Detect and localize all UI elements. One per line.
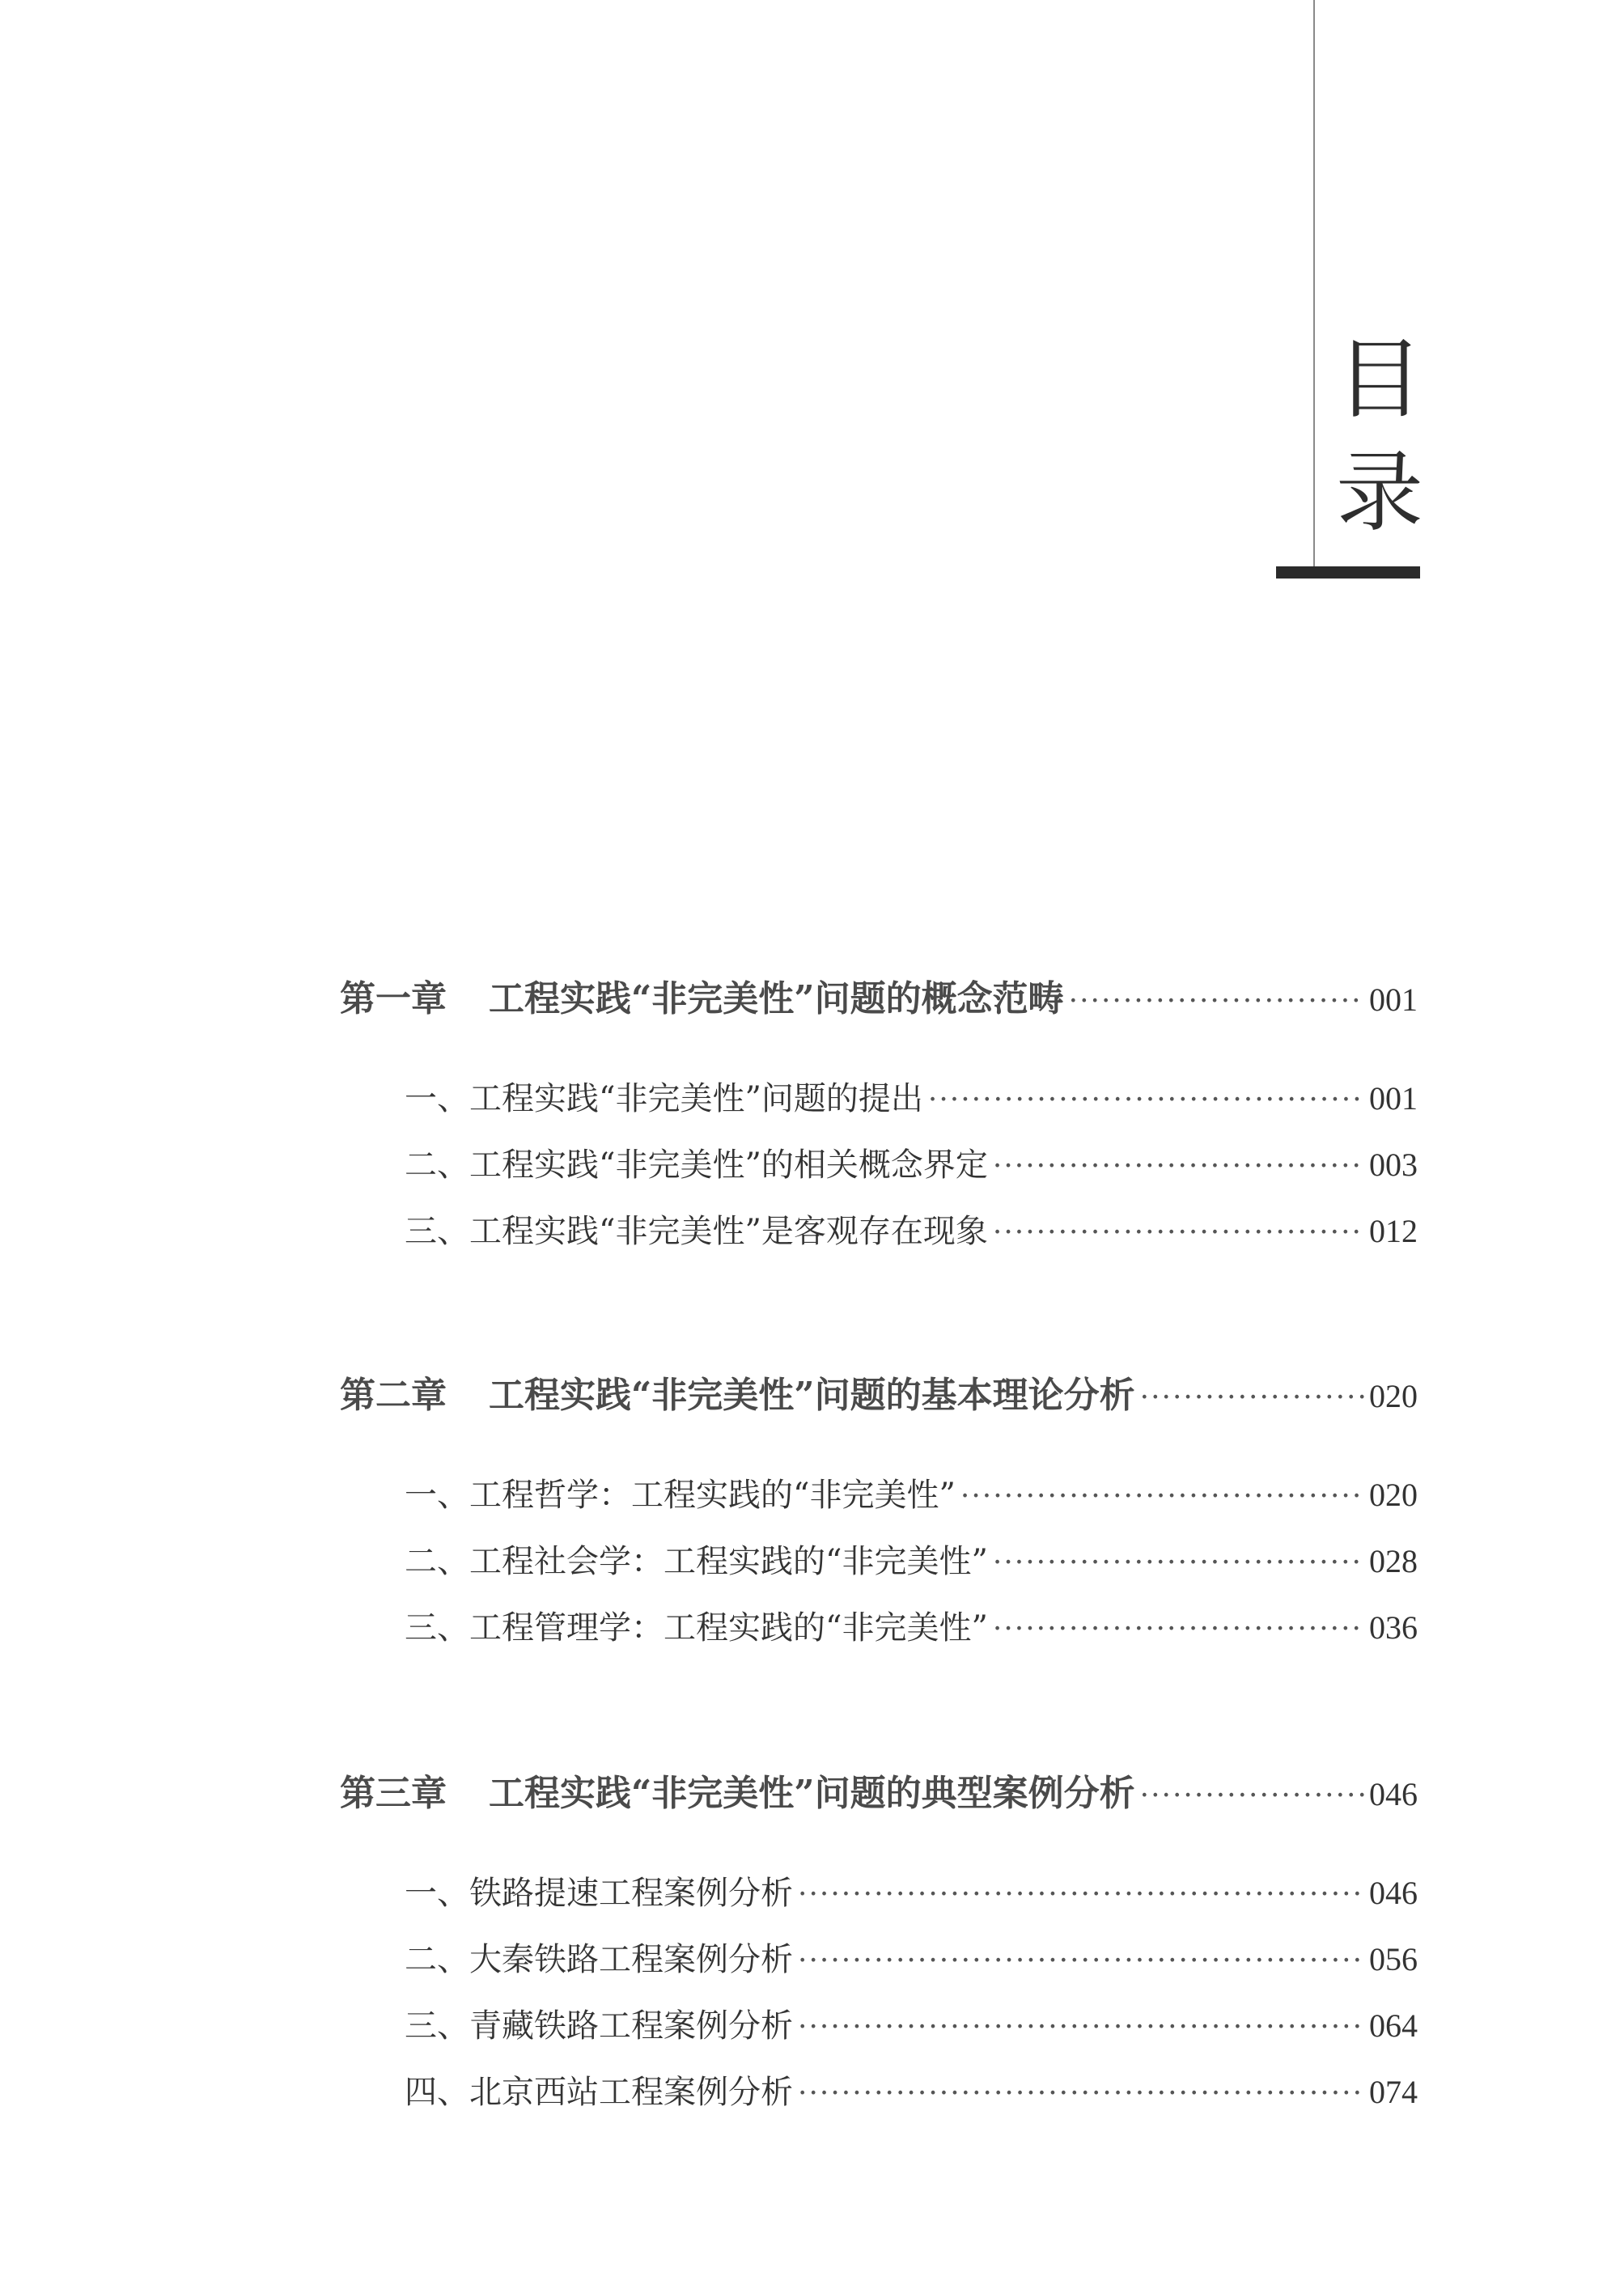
dot-leader xyxy=(993,1150,1364,1183)
dot-leader xyxy=(993,1216,1364,1249)
chapter-number: 第一章 xyxy=(340,978,447,1019)
page-number: 046 xyxy=(1369,1776,1418,1812)
dot-leader xyxy=(993,1546,1364,1579)
toc-chapter-2[interactable] xyxy=(340,1366,1418,1418)
page-number: 020 xyxy=(1369,1477,1418,1513)
section-label: 三、青藏铁路工程案例分析 xyxy=(405,2007,793,2045)
page-number: 003 xyxy=(1369,1146,1418,1183)
page-number: 020 xyxy=(1369,1378,1418,1414)
section-label: 三、工程实践“非完美性”是客观存在现象 xyxy=(405,1213,988,1250)
toc-section[interactable] xyxy=(405,1469,1418,1515)
toc-section[interactable] xyxy=(405,1867,1418,1914)
dot-leader xyxy=(1140,1381,1364,1414)
section-label: 二、工程社会学：工程实践的“非完美性” xyxy=(405,1543,988,1580)
section-label: 三、工程管理学：工程实践的“非完美性” xyxy=(405,1609,988,1647)
chapter-number: 第二章 xyxy=(340,1375,447,1416)
dot-leader xyxy=(1069,985,1364,1018)
dot-leader xyxy=(1140,1779,1364,1812)
toc-section[interactable] xyxy=(405,2066,1418,2113)
chapter-number: 第三章 xyxy=(340,1773,447,1814)
toc-section[interactable] xyxy=(405,1206,1418,1252)
toc-section[interactable] xyxy=(405,1139,1418,1185)
section-label: 二、工程实践“非完美性”的相关概念界定 xyxy=(405,1146,988,1184)
toc-chapter-1[interactable] xyxy=(340,969,1418,1021)
toc-chapter-3[interactable] xyxy=(340,1764,1418,1816)
dot-leader xyxy=(798,2011,1364,2044)
page-number: 028 xyxy=(1369,1543,1418,1579)
page-number: 074 xyxy=(1369,2074,1418,2110)
dot-leader xyxy=(928,1083,1364,1117)
section-label: 一、工程实践“非完美性”问题的提出 xyxy=(405,1080,923,1117)
section-label: 一、铁路提速工程案例分析 xyxy=(405,1875,793,1912)
toc-section[interactable] xyxy=(405,2000,1418,2046)
section-label: 一、工程哲学：工程实践的“非完美性” xyxy=(405,1477,956,1514)
page-number: 036 xyxy=(1369,1609,1418,1646)
dot-leader xyxy=(798,1944,1364,1977)
dot-leader xyxy=(798,1878,1364,1911)
page-number: 001 xyxy=(1369,1080,1418,1117)
page-number: 064 xyxy=(1369,2007,1418,2044)
chapter-title: 工程实践“非完美性”问题的典型案例分析 xyxy=(489,1773,1135,1814)
page-title-char-2: 录 xyxy=(1335,443,1423,544)
title-underline-bar xyxy=(1276,566,1420,579)
toc-section[interactable] xyxy=(405,1073,1418,1119)
page-number: 056 xyxy=(1369,1941,1418,1977)
chapter-title: 工程实践“非完美性”问题的基本理论分析 xyxy=(489,1375,1135,1416)
toc-section[interactable] xyxy=(405,1536,1418,1582)
toc-section[interactable] xyxy=(405,1934,1418,1980)
section-label: 二、大秦铁路工程案例分析 xyxy=(405,1941,793,1978)
page-number: 012 xyxy=(1369,1213,1418,1249)
vertical-rule xyxy=(1313,0,1315,566)
page-title-char-1: 目 xyxy=(1335,329,1423,430)
page-number: 001 xyxy=(1369,981,1418,1018)
section-label: 四、北京西站工程案例分析 xyxy=(405,2074,793,2111)
toc-section[interactable] xyxy=(405,1602,1418,1648)
page-number: 046 xyxy=(1369,1875,1418,1911)
dot-leader xyxy=(798,2077,1364,2110)
chapter-title: 工程实践“非完美性”问题的概念范畴 xyxy=(489,978,1064,1019)
dot-leader xyxy=(993,1613,1364,1646)
dot-leader xyxy=(960,1480,1364,1513)
